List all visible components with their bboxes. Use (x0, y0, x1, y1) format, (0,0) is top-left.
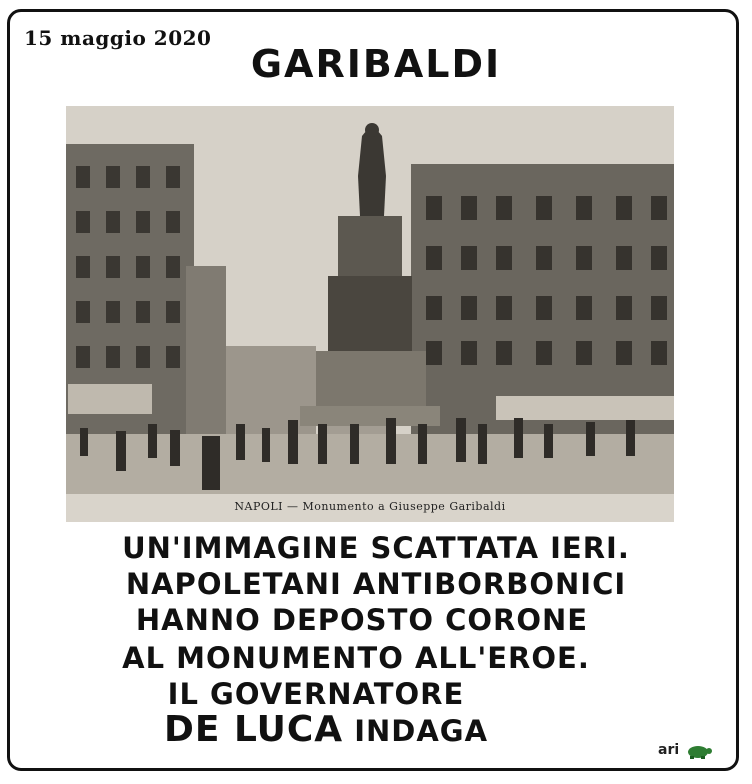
governor-name: DE LUCA (163, 709, 344, 750)
photo-caption: NAPOLI — Monumento a Giuseppe Garibaldi (234, 500, 506, 513)
historic-photo (66, 106, 674, 522)
headline-verb: INDAGA (354, 714, 489, 748)
headline-line-5: IL GOVERNATORE (167, 677, 465, 711)
author-signature: ari (658, 742, 680, 758)
headline-line-3: HANNO DEPOSTO CORONE (135, 603, 589, 637)
photo-illustration (66, 106, 674, 522)
headline-line-2: NAPOLETANI ANTIBORBONICI (125, 567, 627, 601)
headline-line-4: AL MONUMENTO ALL'EROE. (122, 641, 590, 675)
date-label: 15 maggio 2020 (24, 26, 212, 50)
turtle-icon (686, 742, 712, 760)
headline-line-1: UN'IMMAGINE SCATTATA IERI. (122, 531, 630, 565)
page-title: GARIBALDI (250, 42, 502, 86)
